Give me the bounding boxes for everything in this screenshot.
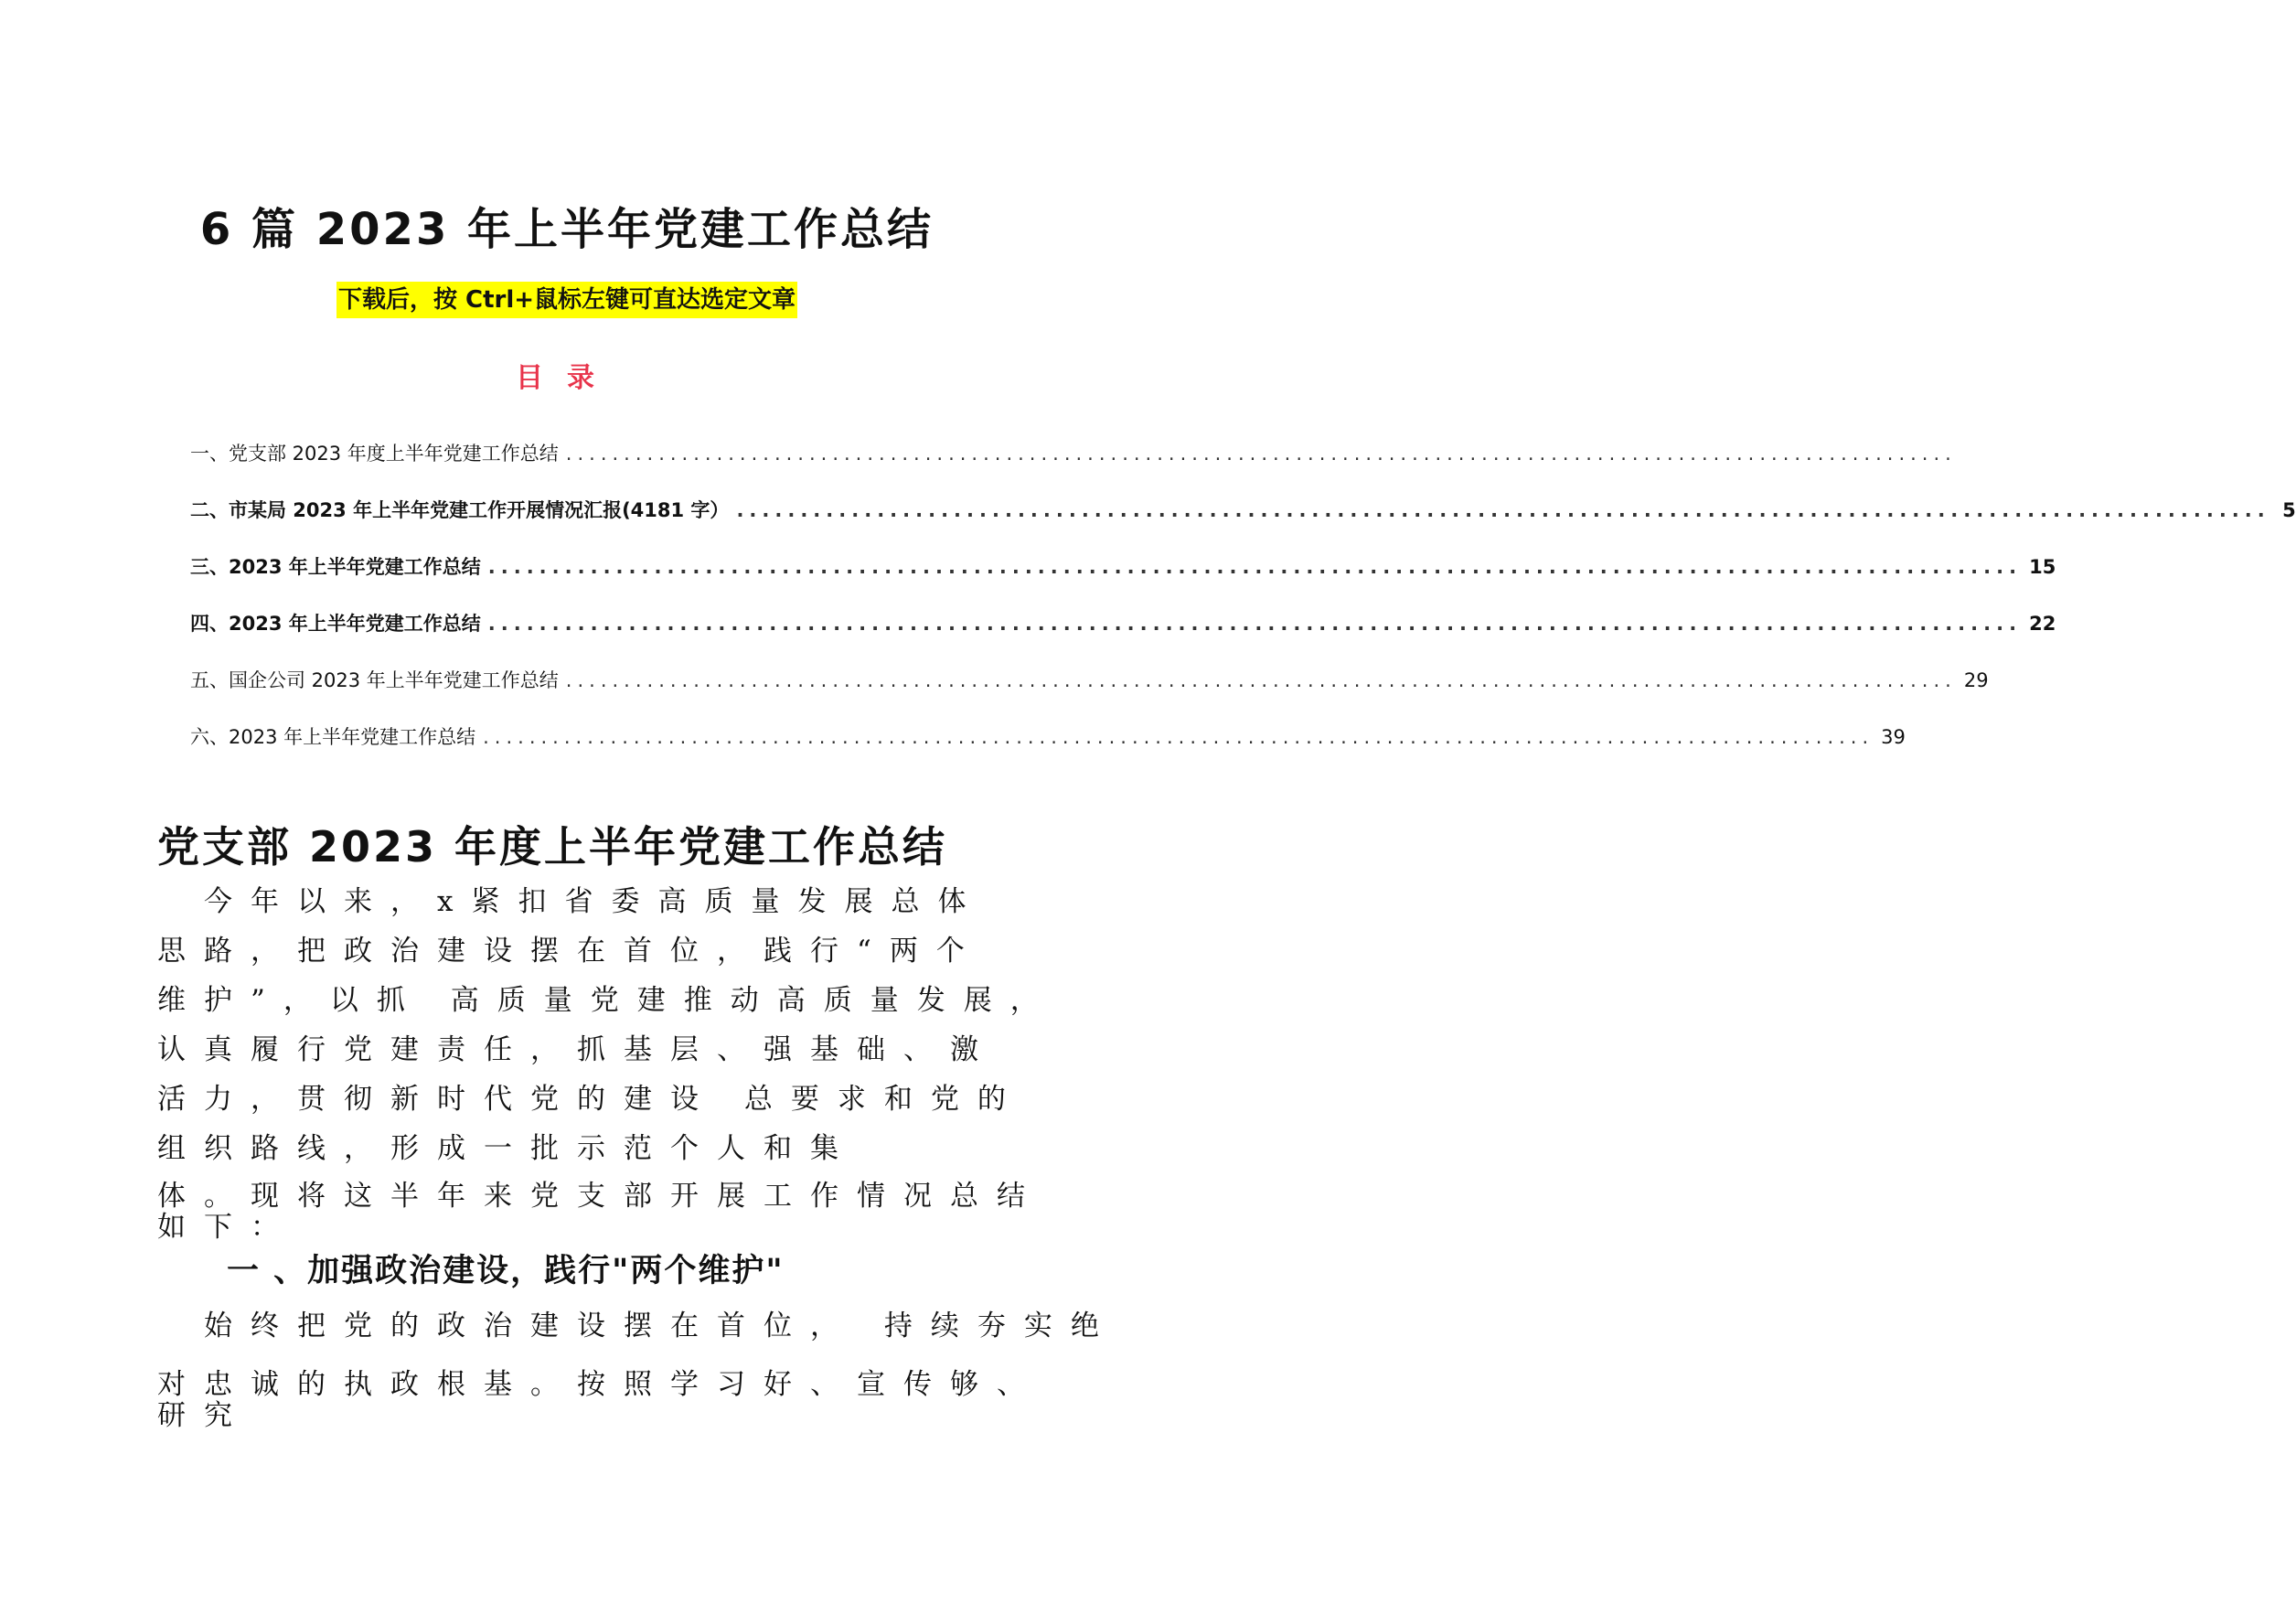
toc-leader-dots: ........................................................................................................................: [736, 499, 2270, 521]
toc-leader-dots: ........................................................................................................................: [565, 669, 1957, 691]
toc-entry-label: 一、党支部 2023 年度上半年党建工作总结: [190, 443, 559, 465]
toc-leader-dots: ........................................................................................................................: [487, 556, 2023, 578]
toc-leader-dots: ........................................................................................................................: [487, 613, 2023, 635]
toc-entry-page: 15: [2029, 556, 2056, 578]
article-title: 党支部 2023 年度上半年党建工作总结: [157, 822, 948, 872]
paragraph-line: 维护”，以抓 高质量党建推动高质量发展，: [157, 984, 1057, 1017]
paragraph-line: 对忠诚的执政根基。按照学习好、宣传够、: [157, 1368, 1043, 1401]
toc-entry-label: 六、2023 年上半年党建工作总结: [190, 726, 476, 748]
paragraph-line: 如下：: [157, 1211, 297, 1244]
toc-entry-page: 29: [1963, 669, 1989, 691]
toc-leader-dots: ........................................................................................................................: [483, 726, 1874, 748]
paragraph-line: 认真履行党建责任，抓基层、强基础、激: [157, 1033, 997, 1066]
paragraph-line: 体。现将这半年来党支部开展工作情况总结: [157, 1180, 1043, 1213]
toc-entry-label: 三、2023 年上半年党建工作总结: [190, 556, 481, 578]
hint-text: 下载后，按 Ctrl+鼠标左键可直达选定文章: [336, 282, 797, 318]
hint-banner: [0, 282, 1134, 318]
toc-entry-page: 5: [2282, 499, 2296, 521]
toc-entry[interactable]: [190, 496, 2296, 523]
toc-entry-page: 39: [1881, 726, 1906, 748]
toc-leader-dots: ........................................................................................................................: [565, 443, 1957, 465]
toc-title: 目录: [516, 362, 618, 394]
toc-entry[interactable]: [190, 609, 2056, 636]
main-title: 6 篇 2023 年上半年党建工作总结: [199, 204, 934, 255]
paragraph-line: 活力，贯彻新时代党的建设 总要求和党的: [157, 1083, 1024, 1116]
section-heading: 一 、加强政治建设，践行"两个维护": [227, 1253, 785, 1289]
paragraph-line: 思路，把政治建设摆在首位，践行“两个: [157, 935, 983, 968]
toc-entry[interactable]: [190, 722, 1906, 750]
toc-entry-page: 22: [2029, 613, 2056, 635]
paragraph-line: 研究: [157, 1399, 251, 1432]
toc-entry[interactable]: [190, 439, 1957, 466]
paragraph-line: 组织路线，形成一批示范个人和集: [157, 1132, 857, 1165]
toc-entry[interactable]: [190, 552, 2056, 580]
toc-entry-label: 四、2023 年上半年党建工作总结: [190, 613, 481, 635]
paragraph-line: 始终把党的政治建设摆在首位， 持续夯实绝: [157, 1310, 1117, 1342]
toc-entry-label: 二、市某局 2023 年上半年党建工作开展情况汇报(4181 字）: [190, 499, 730, 521]
toc-entry-label: 五、国企公司 2023 年上半年党建工作总结: [190, 669, 559, 691]
toc-entry[interactable]: [190, 666, 1989, 693]
paragraph-line: 今年以来，x紧扣省委高质量发展总体: [157, 885, 985, 918]
